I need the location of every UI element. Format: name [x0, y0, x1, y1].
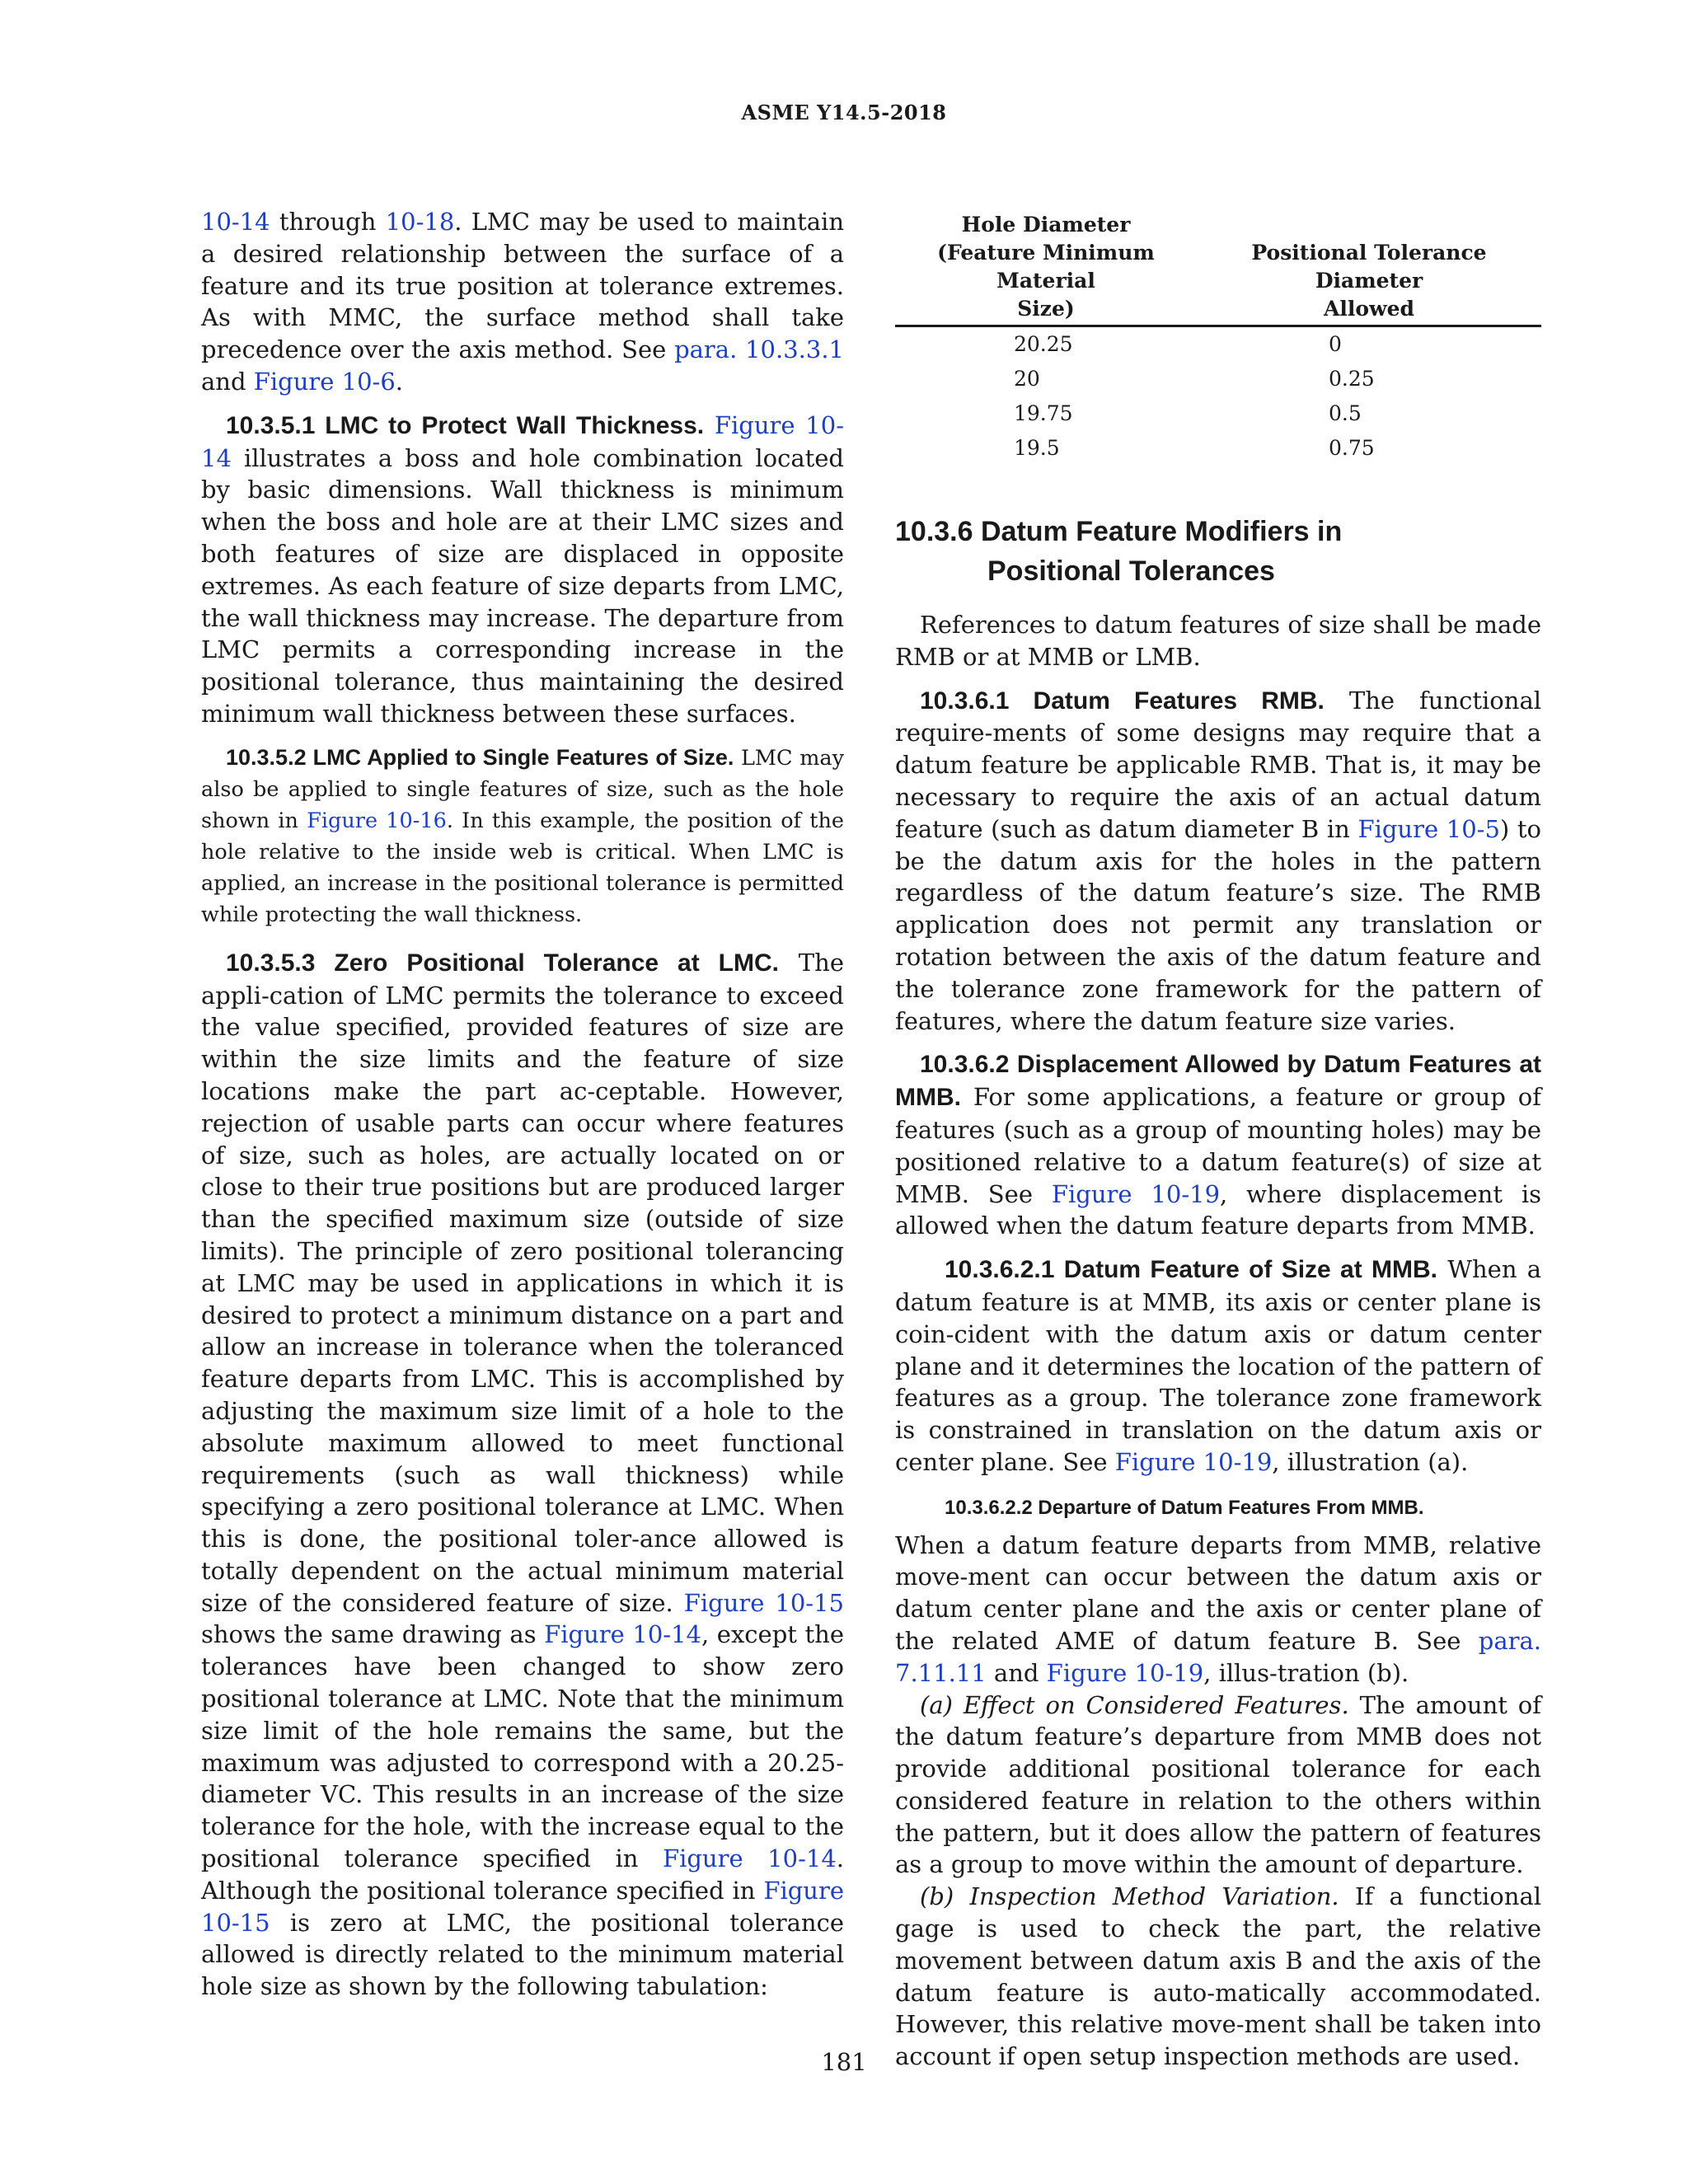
- paragraph-10-3-6-1: [895, 685, 1541, 1038]
- list-item-a: [895, 1690, 1541, 1882]
- header-line: Size): [1017, 297, 1075, 321]
- header-line: Hole Diameter: [961, 213, 1131, 237]
- figure-link[interactable]: Figure 10-15: [201, 1876, 844, 1937]
- figure-link[interactable]: 10-18: [385, 208, 455, 236]
- figure-link[interactable]: Figure 10-14: [662, 1844, 837, 1873]
- table-cell: 0: [1329, 332, 1342, 356]
- header-line: Allowed: [1324, 297, 1414, 321]
- table-row: [895, 396, 1541, 431]
- text-run: . Although the positional tolerance specified in: [201, 1844, 844, 1905]
- header-line: (Feature Minimum Material: [937, 241, 1155, 293]
- text-run: shows the same drawing as: [201, 1620, 545, 1649]
- left-column: [201, 206, 844, 2014]
- page-number: 181: [821, 2048, 867, 2076]
- table-row: [895, 362, 1541, 396]
- figure-link[interactable]: Figure 10-19: [1046, 1658, 1204, 1687]
- text-run: References to datum features of size shall be made RMB or at MMB or LMB.: [895, 611, 1541, 671]
- paragraph-10-3-6-intro: [895, 609, 1541, 673]
- paragraph-continuation: [201, 206, 844, 398]
- subsection-heading: 10.3.6.2.1 Datum Feature of Size at MMB.: [945, 1256, 1437, 1284]
- section-heading-line: Positional Tolerances: [987, 555, 1275, 587]
- table-cell: 20: [1014, 367, 1040, 391]
- text-run: ) to be the datum axis for the holes in the pattern regardless of the datum feature’s size. The RMB application does not permit any translation or rotation between the axis of the datum feature and the tolerance zone framework for the pattern of features, where the datum feature size varies.: [895, 814, 1541, 1035]
- text-run: , except the tolerances have been changed to show zero positional tolerance at LMC. Note that the minimum size limit of the hole remains the same, but the maximum was adjusted to correspond with a 20.25-diameter VC. This results in an increase of the size tolerance for the hole, with the increase equal to the positional tolerance specified in: [201, 1620, 844, 1873]
- list-item-lead: (b) Inspection Method Variation.: [920, 1882, 1339, 1911]
- list-item-b: [895, 1881, 1541, 2073]
- section-heading-line: 10.3.6 Datum Feature Modifiers in: [895, 516, 1343, 547]
- text-run: and: [986, 1658, 1047, 1687]
- para-link[interactable]: para. 10.3.3.1: [674, 335, 844, 364]
- text-run: , illus-tration (b).: [1203, 1658, 1409, 1687]
- text-run: The amount of the datum feature’s departure from MMB does not provide additional positional tolerance for each considered feature in relation to the others within the pattern, but it does allow the pattern of features as a group to move within the amount of departure.: [895, 1690, 1541, 1879]
- list-item-lead: (a) Effect on Considered Features.: [920, 1690, 1349, 1719]
- text-run: LMC may also be applied to single features of size, such as the hole shown in: [201, 745, 844, 833]
- paragraph-10-3-6-2-1: [895, 1254, 1541, 1479]
- figure-link[interactable]: Figure 10-15: [683, 1588, 845, 1617]
- text-run: , where displacement is allowed when the datum feature departs from MMB.: [895, 1179, 1542, 1240]
- text-run: , illustration (a).: [1272, 1447, 1469, 1476]
- table-cell: 0.5: [1329, 401, 1362, 425]
- figure-link[interactable]: Figure 10-19: [1114, 1447, 1273, 1476]
- paragraph-10-3-6-2: [895, 1048, 1541, 1242]
- text-run: is zero at LMC, the positional tolerance allowed is directly related to the minimum material hole size as shown by the following tabulation:: [201, 1908, 844, 2001]
- section-heading-10-3-6: [895, 512, 1541, 591]
- subsection-heading: 10.3.6.1 Datum Features RMB.: [920, 687, 1325, 715]
- text-run: When a datum feature departs from MMB, relative move-ment can occur between the datum axis or datum center plane and the axis or center plane of the related AME of datum feature B. See: [895, 1530, 1541, 1655]
- figure-link[interactable]: Figure 10-19: [1051, 1179, 1221, 1208]
- paragraph-10-3-5-2: [201, 742, 844, 930]
- column-header-positional-tolerance: [1197, 211, 1541, 326]
- text-run: and: [201, 367, 254, 396]
- paragraph-10-3-6-2-2-heading: [895, 1490, 1541, 1525]
- table-row: [895, 431, 1541, 466]
- column-header-hole-diameter: [895, 211, 1197, 326]
- figure-link[interactable]: Figure 10-6: [253, 367, 396, 396]
- paragraph-10-3-6-2-2: [895, 1530, 1541, 1690]
- paragraph-10-3-5-1: [201, 410, 844, 730]
- header-line: Positional Tolerance Diameter: [1251, 241, 1487, 293]
- figure-link[interactable]: Figure 10-16: [307, 808, 447, 833]
- text-run: illustrates a boss and hole combination located by basic dimensions. Wall thickness is minimum when the boss and hole are at their LMC sizes and both features of size are displaced in opposite extremes. As each feature of size departs from LMC, the wall thickness may increase. The departure from LMC permits a corresponding increase in the positional tolerance, thus maintaining the desired minimum wall thickness between these surfaces.: [201, 443, 844, 728]
- running-header: ASME Y14.5-2018: [741, 101, 947, 124]
- subsection-heading: 10.3.6.2 Displacement Allowed by Datum Features at MMB.: [895, 1051, 1541, 1112]
- figure-link[interactable]: Figure 10-5: [1357, 814, 1500, 843]
- table-cell: 19.5: [1014, 436, 1060, 460]
- text-run: through: [270, 208, 386, 236]
- text-run: . LMC may be used to maintain a desired relationship between the surface of a feature and its true position at tolerance extremes. As with MMC, the surface method shall take precedence over the axis method. See: [201, 208, 844, 364]
- text-run: When a datum feature is at MMB, its axis or center plane is coin-cident with the datum axis or datum center plane and it determines the location of the pattern of features as a group. The tolerance zone framework is constrained in translation on the datum axis or center plane. See: [895, 1255, 1541, 1476]
- text-run: . In this example, the position of the hole relative to the inside web is critical. When LMC is applied, an increase in the positional tolerance is permitted while protecting the wall thickness.: [201, 808, 844, 927]
- subsection-heading: 10.3.6.2.2 Departure of Datum Features From MMB.: [945, 1496, 1424, 1519]
- table-cell: 19.75: [1014, 401, 1073, 425]
- subsection-heading: 10.3.5.3 Zero Positional Tolerance at LMC.: [226, 949, 779, 977]
- text-run: .: [395, 367, 404, 396]
- text-run: If a functional gage is used to check the part, the relative movement between datum axis B and the axis of the datum feature is auto-matically accommodated. However, this relative move-ment shall be taken into account if open setup inspection methods are used.: [895, 1882, 1542, 2071]
- figure-link[interactable]: Figure 10-14: [201, 410, 844, 472]
- text-run: The appli-cation of LMC permits the tolerance to exceed the value specified, provided features of size are within the size limits and the feature of size locations make the part ac-ceptable. However, rejection of usable parts can occur where features of size, such as holes, are actually located on or close to their true positions but are produced larger than the specified maximum size (outside of size limits). The principle of zero positional tolerancing at LMC may be used in applications in which it is desired to protect a minimum distance on a part and allow an increase in tolerance when the toleranced feature departs from LMC. This is accomplished by adjusting the maximum size limit of a hole to the absolute maximum allowed to meet functional requirements (such as wall thickness) while specifying a zero positional tolerance at LMC. When this is done, the positional toler-ance allowed is totally dependent on the actual minimum material size of the considered feature of size.: [201, 948, 844, 1617]
- figure-link[interactable]: Figure 10-14: [544, 1620, 701, 1649]
- tolerance-table: [895, 211, 1541, 466]
- para-link[interactable]: para. 7.11.11: [895, 1626, 1541, 1687]
- paragraph-10-3-5-3: [201, 947, 844, 2003]
- subsection-heading: 10.3.5.1 LMC to Protect Wall Thickness.: [226, 411, 705, 439]
- subsection-heading: 10.3.5.2 LMC Applied to Single Features of Size.: [226, 744, 734, 770]
- text-run: The functional require-ments of some designs may require that a datum feature be applicable RMB. That is, it may be necessary to require the axis of an actual datum feature (such as datum diameter B in: [895, 686, 1542, 843]
- text-run: For some applications, a feature or group of features (such as a group of mounting holes) may be positioned relative to a datum feature(s) of size at MMB. See: [895, 1083, 1541, 1208]
- table-cell: 0.75: [1329, 436, 1375, 460]
- table-row: [895, 326, 1541, 363]
- table-cell: 0.25: [1329, 367, 1375, 391]
- table-cell: 20.25: [1014, 332, 1073, 356]
- figure-link[interactable]: 10-14: [201, 208, 270, 236]
- table-header-row: [895, 211, 1541, 326]
- right-column: [895, 206, 1541, 2084]
